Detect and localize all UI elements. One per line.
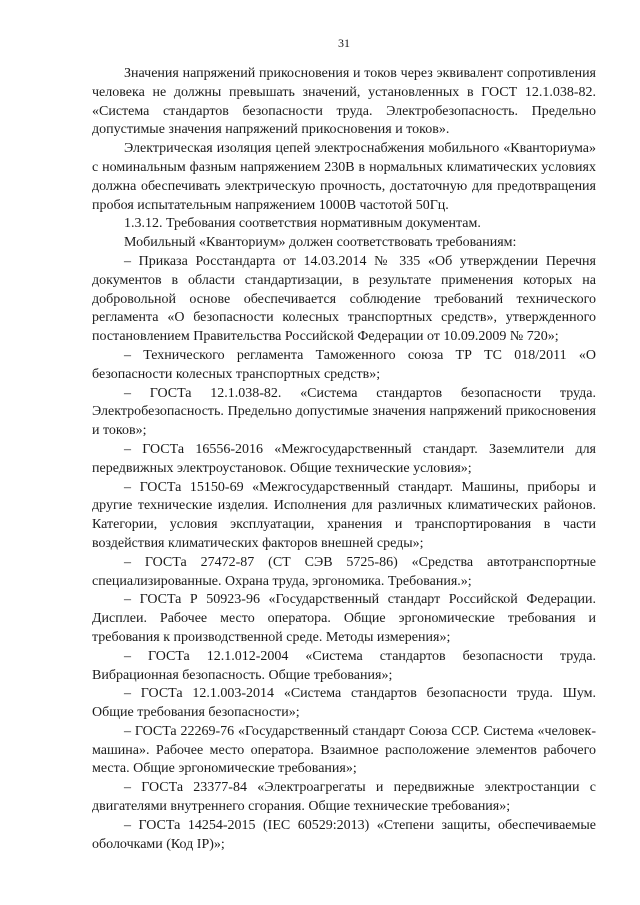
list-item-gost-12-1-012: – ГОСТа 12.1.012-2004 «Система стандартов безопасности труда. Вибрационная безопасность. Общие требования»; bbox=[92, 648, 596, 683]
list-item-gost-12-1-038: – ГОСТа 12.1.038-82. «Система стандартов безопасности труда. Электробезопасность. Предельно допустимые значения напряжений прикосновения и токов»; bbox=[92, 385, 596, 439]
paragraph-requirements-intro: Мобильный «Кванториум» должен соответствовать требованиям: bbox=[124, 235, 517, 251]
list-item-gost-27472: – ГОСТа 27472-87 (СТ СЭВ 5725-86) «Средства автотранспортные специализированные. Охрана труда, эргономика. Требования.»; bbox=[92, 554, 596, 589]
paragraph-touch-voltage: Значения напряжений прикосновения и токов через эквивалент сопротивления человека не должны превышать значений, установленных в ГОСТ 12.1.038-82. «Система стандартов безопасности труда. Электробезопасность. Предельно допустимые значения напряжений прикосновения и токов». bbox=[92, 66, 596, 138]
page-number: 31 bbox=[338, 36, 350, 50]
list-item-gost-14254: – ГОСТа 14254-2015 (IEC 60529:2013) «Степени защиты, обеспечиваемые оболочками (Код IP)»; bbox=[92, 817, 596, 852]
list-item-rosstandart-order: – Приказа Росстандарта от 14.03.2014 № 335 «Об утверждении Перечня документов в области стандартизации, в результате применения которых на добровольной основе обеспечивается соблюдение требований технического регламента «О безопасности колесных транспортных средств», утвержденного постановлением Правительства Российской Федерации от 10.09.2009 № 720»; bbox=[92, 253, 596, 345]
list-item-gost-16556: – ГОСТа 16556-2016 «Межгосударственный стандарт. Заземлители для передвижных электроустановок. Общие технические условия»; bbox=[92, 441, 596, 476]
list-item-gost-22269: – ГОСТа 22269-76 «Государственный стандарт Союза ССР. Система «человек-машина». Рабочее место оператора. Взаимное расположение элементов рабочего места. Общие эргономические требования»; bbox=[92, 723, 596, 777]
list-item-gost-r-50923: – ГОСТа Р 50923-96 «Государственный стандарт Российской Федерации. Дисплеи. Рабочее место оператора. Общие эргономические требования и требования к производственной среде. Методы измерения»; bbox=[92, 592, 596, 645]
paragraph-insulation: Электрическая изоляция цепей электроснабжения мобильного «Кванториума» с номинальным фазным напряжением 230В в нормальных климатических условиях должна обеспечивать электрическую прочность, достаточную для предотвращения пробоя испытательным напряжением 1000В частотой 50Гц. bbox=[92, 141, 596, 213]
list-item-gost-15150: – ГОСТа 15150-69 «Межгосударственный стандарт. Машины, приборы и другие технические изделия. Исполнения для различных климатических районов. Категории, условия эксплуатации, хранения и транспортирования в части воздействия климатических факторов внешней среды»; bbox=[92, 479, 596, 551]
section-heading-1-3-12: 1.3.12. Требования соответствия нормативным документам. bbox=[124, 216, 481, 232]
list-item-gost-23377: – ГОСТа 23377-84 «Электроагрегаты и передвижные электростанции с двигателями внутреннего сгорания. Общие технические требования»; bbox=[92, 780, 596, 815]
list-item-tr-ts-018: – Технического регламента Таможенного союза ТР ТС 018/2011 «О безопасности колесных транспортных средств»; bbox=[92, 347, 596, 382]
list-item-gost-12-1-003: – ГОСТа 12.1.003-2014 «Система стандартов безопасности труда. Шум. Общие требования безопасности»; bbox=[92, 686, 596, 721]
